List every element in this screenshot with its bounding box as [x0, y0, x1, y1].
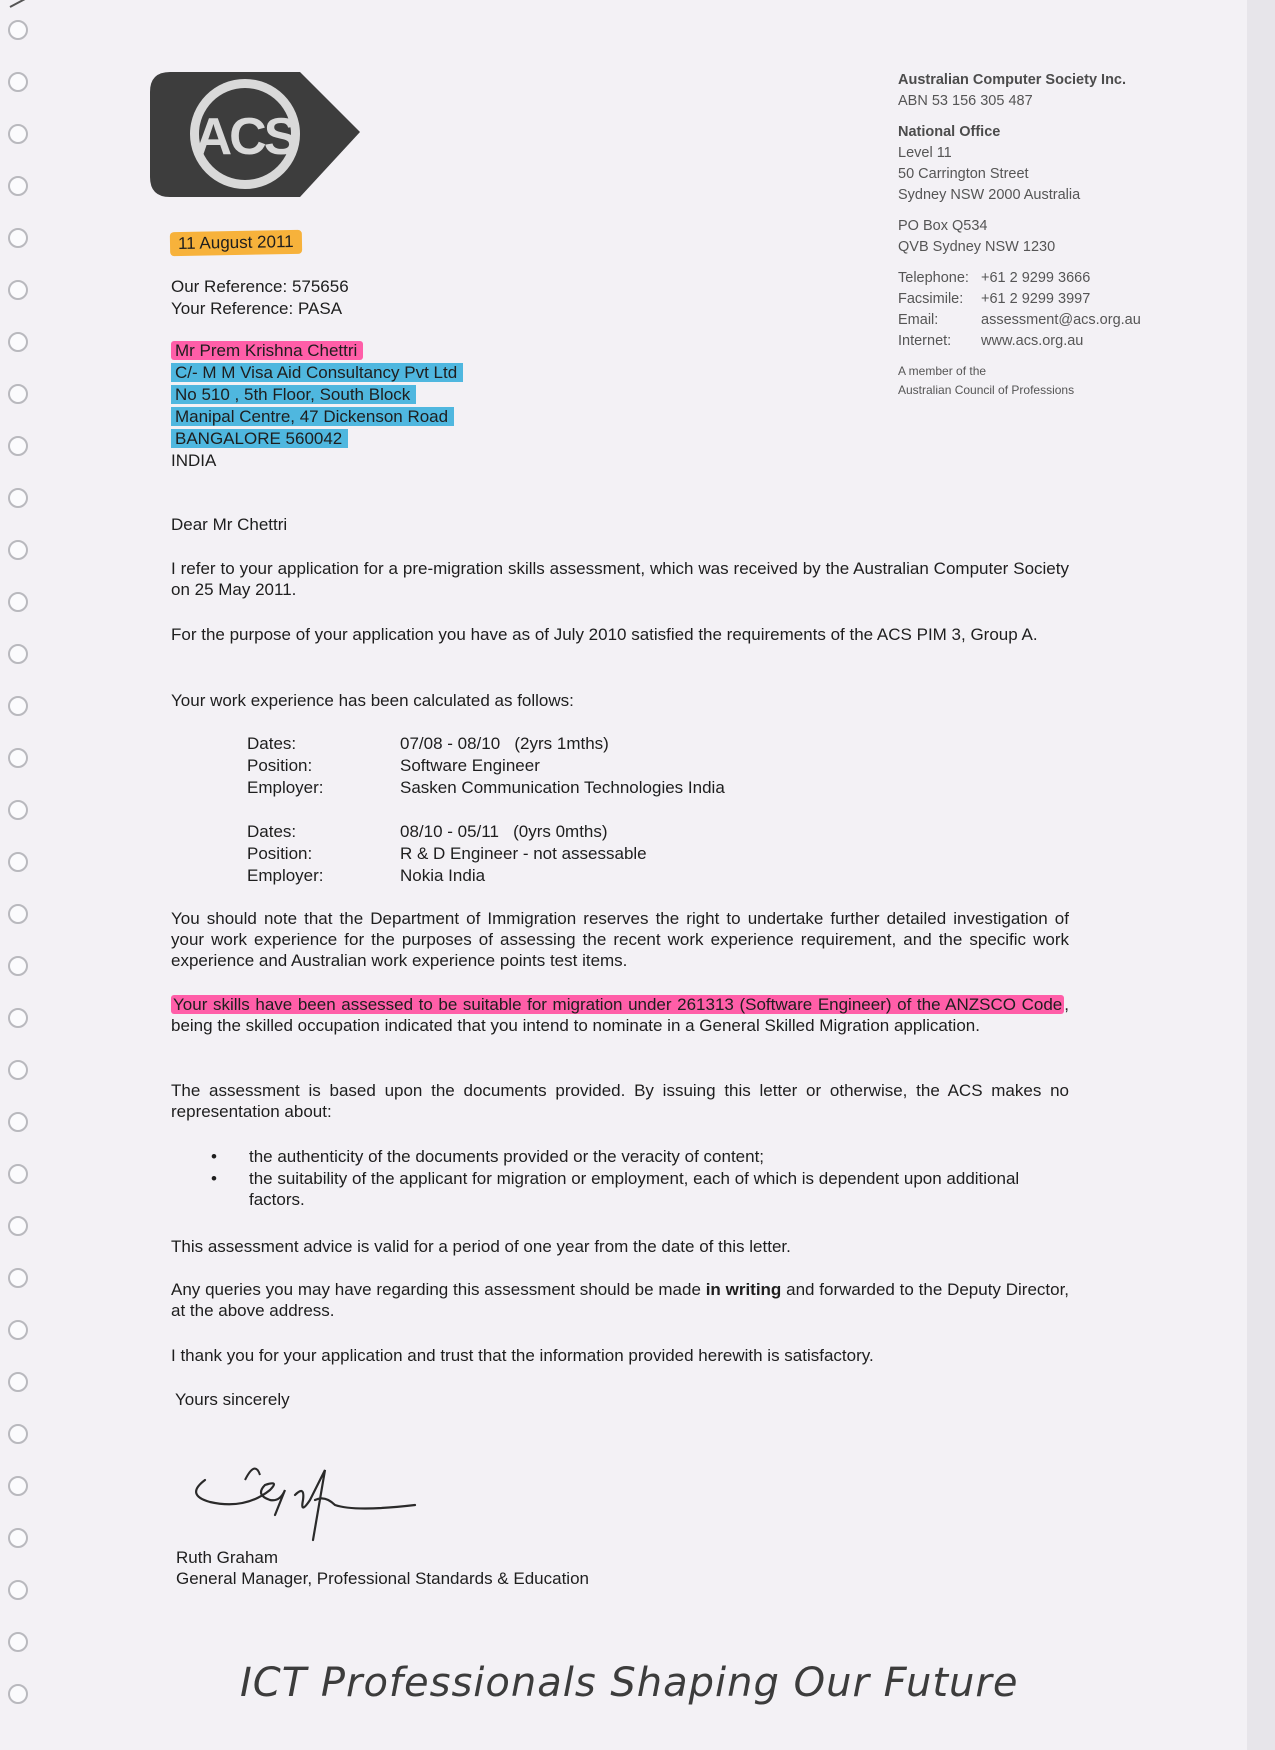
binder-hole [8, 540, 28, 560]
your-reference: Your Reference: PASA [171, 299, 343, 318]
binder-hole [8, 384, 28, 404]
binder-hole [8, 1684, 28, 1704]
binder-hole [8, 1268, 28, 1288]
binder-hole [8, 852, 28, 872]
assessment-highlight: Your skills have been assessed to be suitable for migration under 261313 (Software Engineer) of the ANZSCO Code [173, 995, 1063, 1014]
address-line: No 510 , 5th Floor, South Block [171, 385, 416, 404]
binder-hole [8, 1060, 28, 1080]
paragraph-9: I thank you for your application and trust that the information provided herewith is satisfactory. [171, 1346, 874, 1365]
greeting: Dear Mr Chettri [171, 515, 288, 534]
org-name: Australian Computer Society Inc. [898, 72, 1127, 88]
recipient-address [171, 340, 463, 472]
paragraph-6: The assessment is based upon the documents provided. By issuing this letter or otherwise, the ACS makes no representation about: [171, 1081, 1069, 1121]
experience-position: R & D Engineer - not assessable [400, 844, 647, 863]
binder-hole [8, 644, 28, 664]
binder-hole [8, 1320, 28, 1340]
binder-hole [8, 1528, 28, 1548]
binder-hole [8, 488, 28, 508]
member-line: Australian Council of Professions [898, 383, 1075, 397]
binder-hole [8, 748, 28, 768]
contact-facsimile: Facsimile: +61 2 9299 3997 [898, 291, 1091, 307]
binder-hole [8, 1632, 28, 1652]
binder-holes [8, 20, 38, 1740]
our-reference: Our Reference: 575656 [171, 277, 349, 296]
logo-text: ACS [194, 108, 296, 166]
paragraph-5: Your skills have been assessed to be suitable for migration under 261313 (Software Engineer) of the ANZSCO Code , being the skilled occupation indicated that you intend to nominate in a General Skilled Migration application. [171, 995, 1069, 1035]
binder-hole [8, 1112, 28, 1132]
list-item: • the authenticity of the documents provided or the veracity of content; [211, 1147, 765, 1166]
experience-employer: Nokia India [400, 866, 486, 885]
experience-dates: 07/08 - 08/10 (2yrs 1mths) [400, 734, 609, 753]
disclaimer-list [211, 1146, 1031, 1211]
address-country: INDIA [171, 451, 217, 470]
paragraph-7: This assessment advice is valid for a period of one year from the date of this letter. [171, 1237, 791, 1256]
references [171, 276, 349, 320]
po-line: PO Box Q534 [898, 218, 988, 234]
letter-date: 11 August 2011 [170, 230, 302, 256]
paragraph-3: Your work experience has been calculated as follows: [171, 691, 574, 710]
contact-email: Email: assessment@acs.org.au [898, 312, 1141, 328]
po-line: QVB Sydney NSW 1230 [898, 239, 1056, 255]
acs-logo-icon [150, 72, 360, 202]
signer-title: General Manager, Professional Standards & Education [176, 1569, 589, 1588]
paragraph-1: I refer to your application for a pre-migration skills assessment, which was received by the Australian Computer Society on 25 May 2011. [171, 559, 1069, 599]
binder-hole [8, 592, 28, 612]
binder-hole [8, 124, 28, 144]
binder-hole [8, 1008, 28, 1028]
binder-hole [8, 332, 28, 352]
paragraph-4: You should note that the Department of Immigration reserves the right to undertake further detailed investigation of your work experience for the purposes of assessing the recent work experience requirement, and the specific work experience and Australian work experience points test items. [171, 909, 1069, 970]
office-line: Sydney NSW 2000 Australia [898, 187, 1081, 203]
contact-telephone: Telephone: +61 2 9299 3666 [898, 270, 1091, 286]
paragraph-2: For the purpose of your application you have as of July 2010 satisfied the requirements of the ACS PIM 3, Group A. [171, 625, 1038, 644]
paragraph-8: Any queries you may have regarding this assessment should be made in writing and forwarded to the Deputy Director, at the above address. [171, 1280, 1070, 1320]
address-line: Manipal Centre, 47 Dickenson Road [171, 407, 454, 426]
office-title: National Office [898, 124, 1001, 140]
member-line: A member of the [898, 364, 987, 378]
experience-dates: 08/10 - 05/11 (0yrs 0mths) [400, 822, 608, 841]
binder-hole [8, 1476, 28, 1496]
org-header [898, 70, 1258, 400]
binder-hole [8, 956, 28, 976]
signer-name: Ruth Graham [176, 1548, 279, 1567]
binder-hole [8, 436, 28, 456]
pen-mark [10, 0, 64, 8]
address-line: BANGALORE 560042 [171, 429, 348, 448]
experience-entry: Dates: 07/08 - 08/10 (2yrs 1mths) Position: Software Engineer Employer: Sasken Communication Technologies India [247, 734, 725, 797]
binder-hole [8, 1580, 28, 1600]
binder-hole [8, 904, 28, 924]
binder-hole [8, 176, 28, 196]
binder-hole [8, 1372, 28, 1392]
experience-entry: Dates: 08/10 - 05/11 (0yrs 0mths) Position: R & D Engineer - not assessable Employer: Nokia India [247, 822, 647, 885]
binder-hole [8, 800, 28, 820]
binder-hole [8, 228, 28, 248]
binder-hole [8, 1216, 28, 1236]
binder-hole [8, 1424, 28, 1444]
experience-position: Software Engineer [400, 756, 540, 775]
office-line: 50 Carrington Street [898, 166, 1029, 182]
org-abn: ABN 53 156 305 487 [898, 93, 1033, 109]
binder-hole [8, 280, 28, 300]
signer-block [176, 1547, 589, 1589]
closing: Yours sincerely [175, 1390, 290, 1409]
binder-hole [8, 72, 28, 92]
list-item: • the suitability of the applicant for migration or employment, each of which is dependent upon additional factors. [211, 1169, 1020, 1209]
contact-internet: Internet: www.acs.org.au [898, 333, 1084, 349]
signature-icon [185, 1440, 445, 1550]
office-line: Level 11 [898, 145, 952, 161]
footer-slogan: ICT Professionals Shaping Our Future [240, 1660, 1019, 1706]
binder-hole [8, 20, 28, 40]
experience-employer: Sasken Communication Technologies India [400, 778, 725, 797]
address-line: C/- M M Visa Aid Consultancy Pvt Ltd [171, 363, 463, 382]
recipient-name: Mr Prem Krishna Chettri [171, 341, 363, 360]
binder-hole [8, 1164, 28, 1184]
binder-hole [8, 696, 28, 716]
